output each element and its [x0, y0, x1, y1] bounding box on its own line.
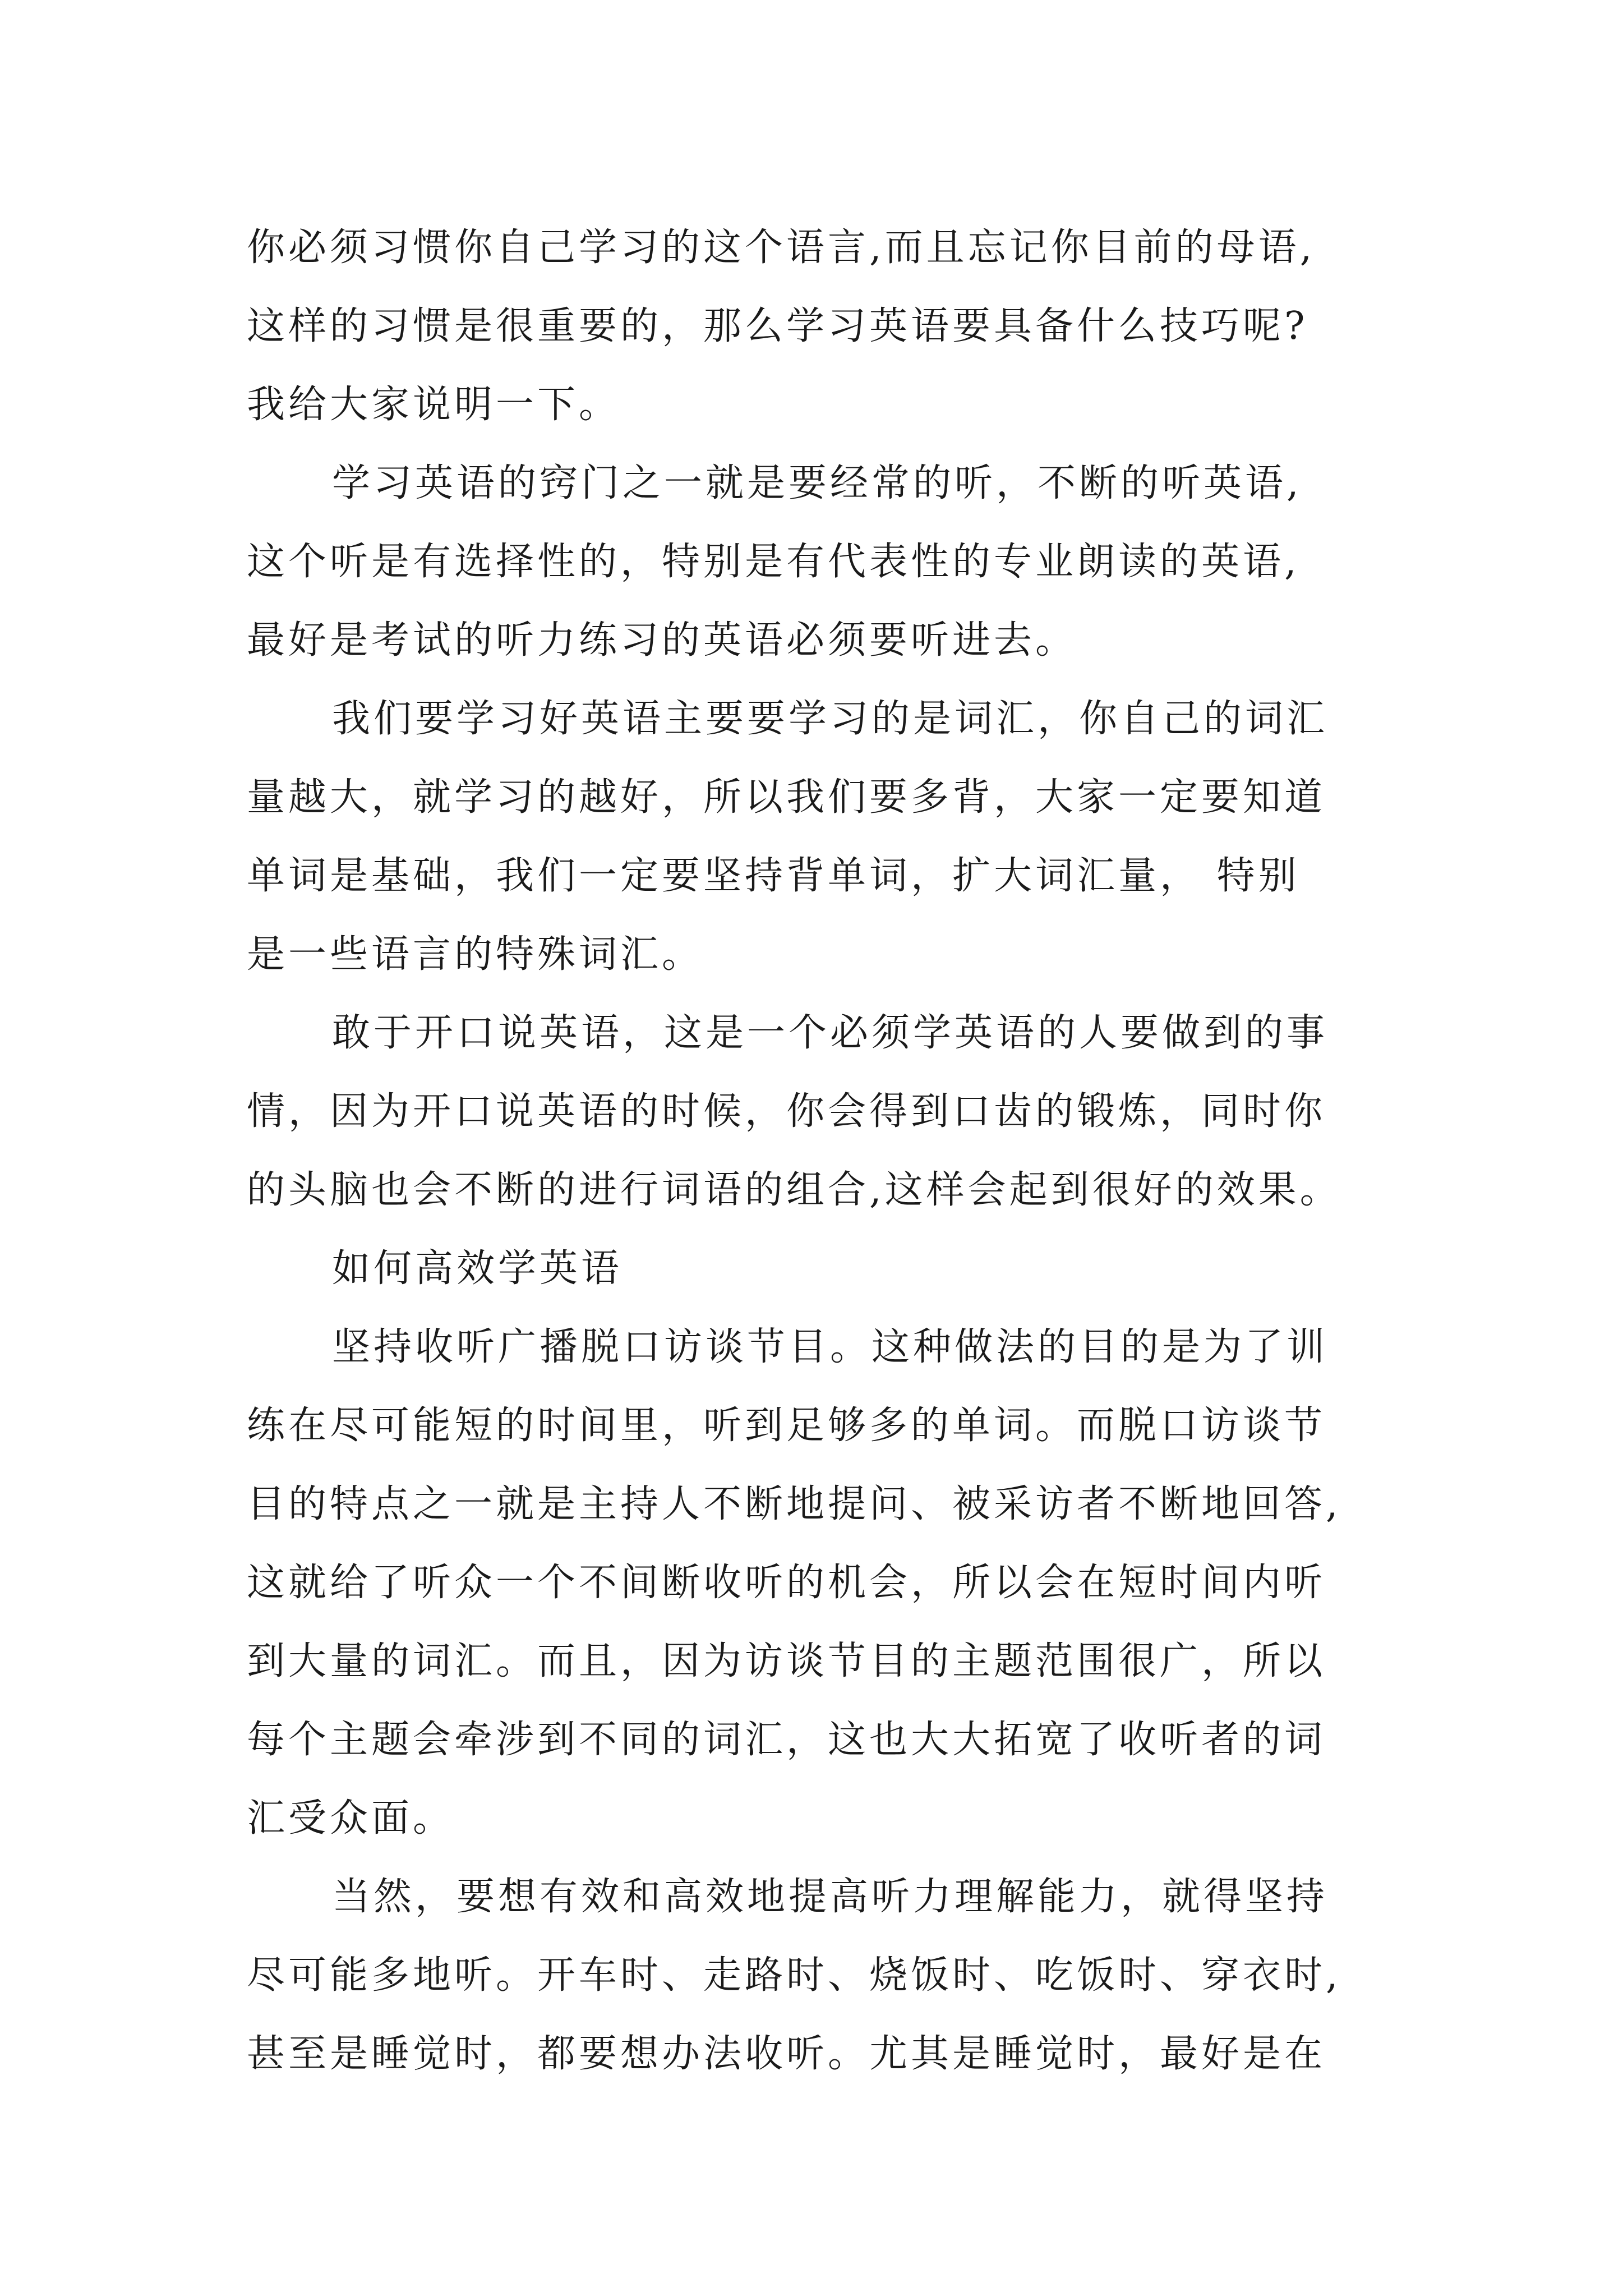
document-body — [247, 209, 1436, 2093]
paragraph-6 — [247, 1858, 1436, 2093]
heading-line: 如何高效学英语 — [332, 1246, 623, 1291]
text-line: 每个主题会牵涉到不同的词汇，这也大大拓宽了收听者的词 — [247, 1718, 1326, 1762]
text-line: 这个听是有选择性的，特别是有代表性的专业朗读的英语, — [247, 540, 1300, 584]
text-line: 汇受众面。 — [247, 1796, 455, 1841]
text-line: 这就给了听众一个不间断收听的机会，所以会在短时间内听 — [247, 1561, 1326, 1605]
text-line: 我给大家说明一下。 — [247, 383, 621, 427]
text-line: 这样的习惯是很重要的，那么学习英语要具备什么技巧呢? — [247, 304, 1308, 348]
paragraph-5 — [247, 1308, 1436, 1858]
text-line: 坚持收听广播脱口访谈节目。这种做法的目的是为了训 — [332, 1325, 1329, 1369]
text-line: 练在尽可能短的时间里，听到足够多的单词。而脱口访谈节 — [247, 1404, 1326, 1448]
text-line: 量越大，就学习的越好，所以我们要多背，大家一定要知道 — [247, 775, 1326, 820]
text-line: 是一些语言的特殊词汇。 — [247, 932, 704, 977]
text-line: 甚至是睡觉时，都要想办法收听。尤其是睡觉时，最好是在 — [247, 2032, 1326, 2076]
text-line: 你必须习惯你自己学习的这个语言,而且忘记你目前的母语, — [247, 226, 1316, 270]
text-line: 学习英语的窍门之一就是要经常的听，不断的听英语, — [332, 461, 1302, 505]
section-heading — [247, 1230, 1436, 1308]
text-line: 的头脑也会不断的进行词语的组合,这样会起到很好的效果。 — [247, 1168, 1341, 1212]
paragraph-1 — [247, 209, 1436, 444]
text-line: 当然，要想有效和高效地提高听力理解能力，就得坚持 — [332, 1875, 1329, 1919]
text-line: 情，因为开口说英语的时候，你会得到口齿的锻炼，同时你 — [247, 1089, 1326, 1134]
text-line: 我们要学习好英语主要要学习的是词汇，你自己的词汇 — [332, 697, 1329, 741]
paragraph-4 — [247, 994, 1436, 1230]
text-line: 目的特点之一就是主持人不断地提问、被采访者不断地回答, — [247, 1482, 1341, 1526]
text-line: 单词是基础，我们一定要坚持背单词，扩大词汇量， 特别 — [247, 854, 1300, 898]
paragraph-2 — [247, 444, 1436, 680]
text-line: 尽可能多地听。开车时、走路时、烧饭时、吃饭时、穿衣时, — [247, 1953, 1341, 1998]
text-line: 最好是考试的听力练习的英语必须要听进去。 — [247, 618, 1077, 662]
text-line: 敢于开口说英语，这是一个必须学英语的人要做到的事 — [332, 1011, 1329, 1055]
paragraph-3 — [247, 680, 1436, 994]
text-line: 到大量的词汇。而且，因为访谈节目的主题范围很广，所以 — [247, 1639, 1326, 1683]
